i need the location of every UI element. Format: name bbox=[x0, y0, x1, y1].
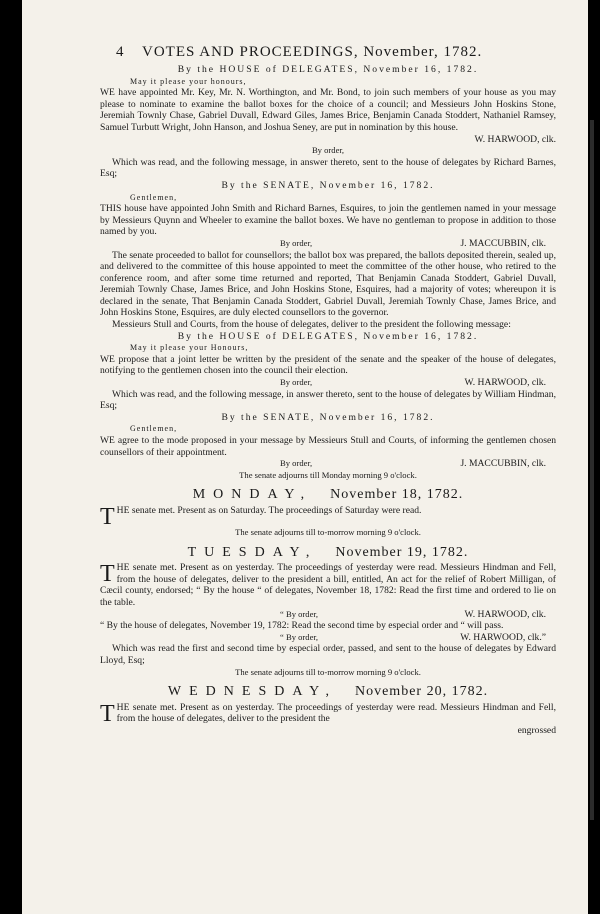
by-order: By order, bbox=[280, 377, 313, 388]
day-date: November 18, 1782. bbox=[330, 487, 464, 503]
paragraph-text: HE senate met. Present as on yesterday. The proceedings of yesterday were read. Messieurs Hindman and Fell, from the house of delegates, deliver to the president a bill, entitled, An act for the relief of Robert Milligan, of Cæcil county, endorsed; “ By the house “ of delegates, November 18, 1782: Read the first time and ordered to lie on the table. bbox=[100, 562, 556, 608]
by-order: “ By order, bbox=[280, 608, 319, 619]
day-name: WEDNESDAY, bbox=[167, 684, 337, 700]
day-name: MONDAY, bbox=[192, 487, 313, 503]
drop-cap: T bbox=[100, 561, 115, 588]
signature-line bbox=[100, 632, 556, 644]
page-title: VOTES AND PROCEEDINGS, November, 1782. bbox=[142, 44, 483, 60]
day-date: November 20, 1782. bbox=[354, 684, 489, 700]
paragraph bbox=[100, 562, 556, 608]
sender-heading: By the SENATE, November 16, 1782. bbox=[221, 411, 435, 423]
paragraph: THIS house have appointed John Smith and Richard Barnes, Esquires, to join the gentlemen named in your message by Messieurs Quynn and Wheeler to examine the ballot boxes. We have no gentleman to propose in addition to those named by you. bbox=[100, 203, 556, 238]
paragraph: Which was read, and the following message, in answer thereto, sent to the house of delegates by Richard Barnes, Esq; bbox=[100, 156, 556, 180]
right-line: engrossed bbox=[517, 724, 556, 736]
sender-heading: By the HOUSE of DELEGATES, November 16, 1782. bbox=[177, 330, 479, 342]
paragraph: WE agree to the mode proposed in your message by Messieurs Stull and Courts, of informing the gentlemen chosen counsellors of their appointment. bbox=[100, 435, 556, 458]
page-number: 4 bbox=[116, 44, 125, 60]
paragraph: “ By the house of delegates, November 19, 1782: Read the second time by especial order and “ will pass. bbox=[100, 620, 504, 632]
paragraph bbox=[100, 702, 556, 725]
center-note: The senate adjourns till to-morrow morning 9 o'clock. bbox=[235, 526, 421, 537]
salutation: May it please your honours, bbox=[130, 76, 247, 86]
signature-line bbox=[100, 458, 556, 470]
running-header bbox=[116, 44, 526, 61]
by-order: By order, bbox=[280, 458, 313, 469]
signature-line bbox=[100, 238, 556, 250]
paragraph: Which was read the first and second time by especial order, passed, and sent to the house of delegates by Edward Lloyd, Esq; bbox=[100, 643, 556, 666]
clerk-name: W. HARWOOD, clk. bbox=[464, 377, 546, 389]
paragraph: WE propose that a joint letter be written by the president of the senate and the speaker of the house of delegates, notifying to the gentlemen chosen into the council their election. bbox=[100, 353, 556, 377]
binding-strip bbox=[590, 120, 594, 820]
sender-heading: By the SENATE, November 16, 1782. bbox=[221, 179, 435, 191]
clerk-name: J. MACCUBBIN, clk. bbox=[460, 458, 546, 470]
right-line: W. HARWOOD, clk. bbox=[474, 133, 556, 145]
by-order: “ By order, bbox=[280, 631, 319, 642]
document-body bbox=[100, 64, 556, 736]
paragraph: Which was read, and the following message, in answer thereto, sent to the house of delegates by William Hindman, Esq; bbox=[100, 388, 556, 412]
day-heading bbox=[100, 544, 556, 560]
paragraph-text: HE senate met. Present as on yesterday. The proceedings of yesterday were read. Messieurs Hindman and Fell, from the house of delegates, deliver to the president the bbox=[116, 701, 556, 725]
signature-line bbox=[100, 609, 556, 621]
day-name: TUESDAY, bbox=[187, 544, 318, 560]
clerk-name: J. MACCUBBIN, clk. bbox=[460, 237, 546, 249]
salutation: May it please your Honours, bbox=[130, 343, 249, 353]
center-note: The senate adjourns till Monday morning 9 o'clock. bbox=[239, 469, 417, 480]
paragraph: Messieurs Stull and Courts, from the house of delegates, deliver to the president the following message: bbox=[112, 319, 511, 331]
day-date: November 19, 1782. bbox=[335, 544, 469, 560]
signature-line bbox=[100, 377, 556, 389]
sender-heading: By the HOUSE of DELEGATES, November 16, 1782. bbox=[177, 64, 479, 75]
by-order: By order, bbox=[280, 237, 313, 248]
center-note: By order, bbox=[311, 145, 345, 156]
clerk-name: W. HARWOOD, clk. bbox=[464, 608, 546, 620]
drop-cap: T bbox=[100, 700, 115, 727]
center-note: The senate adjourns till to-morrow morning 9 o'clock. bbox=[235, 666, 421, 677]
day-heading bbox=[100, 489, 556, 501]
clerk-name: W. HARWOOD, clk.” bbox=[460, 631, 546, 643]
salutation: Gentlemen, bbox=[130, 424, 178, 434]
drop-cap: T bbox=[100, 503, 115, 530]
paragraph: The senate proceeded to ballot for counsellors; the ballot box was prepared, the ballots deposited therein, sealed up, and delivered to the committee of this house appointed to meet the committee of the other house, who retired to the conference room, and after some time returned and reported, That Benjamin Canada Stoddert, Gabriel Duvall, Jeremiah Townly Chase, James Brice, and John Hoskins Stone, Esquires, had a majority of votes; whereupon it is declared in the senate, That Benjamin Canada Stoddert, Gabriel Duvall, Jeremiah Townly Chase, James Brice, and John Hoskins Stone, Esquires, are duly elected counsellors to the governor. bbox=[100, 249, 556, 319]
salutation: Gentlemen, bbox=[130, 192, 178, 202]
day-heading bbox=[100, 686, 556, 698]
paragraph bbox=[100, 503, 556, 530]
paragraph: WE have appointed Mr. Key, Mr. N. Worthington, and Mr. Bond, to join such members of your house as you may please to nominate to examine the ballot boxes for the choice of a council; and Messieurs John Hoskins Stone, Jeremiah Townly Chase, Gabriel Duvall, Edward Giles, James Brice, Benjamin Canada Stoddert, Nathaniel Ramsey, Samuel Turbutt Wright, John Hanson, and Joshua Seney, are put in nomination by this house. bbox=[100, 87, 556, 133]
paragraph-text: HE senate met. Present as on Saturday. The proceedings of Saturday were read. bbox=[116, 504, 422, 516]
